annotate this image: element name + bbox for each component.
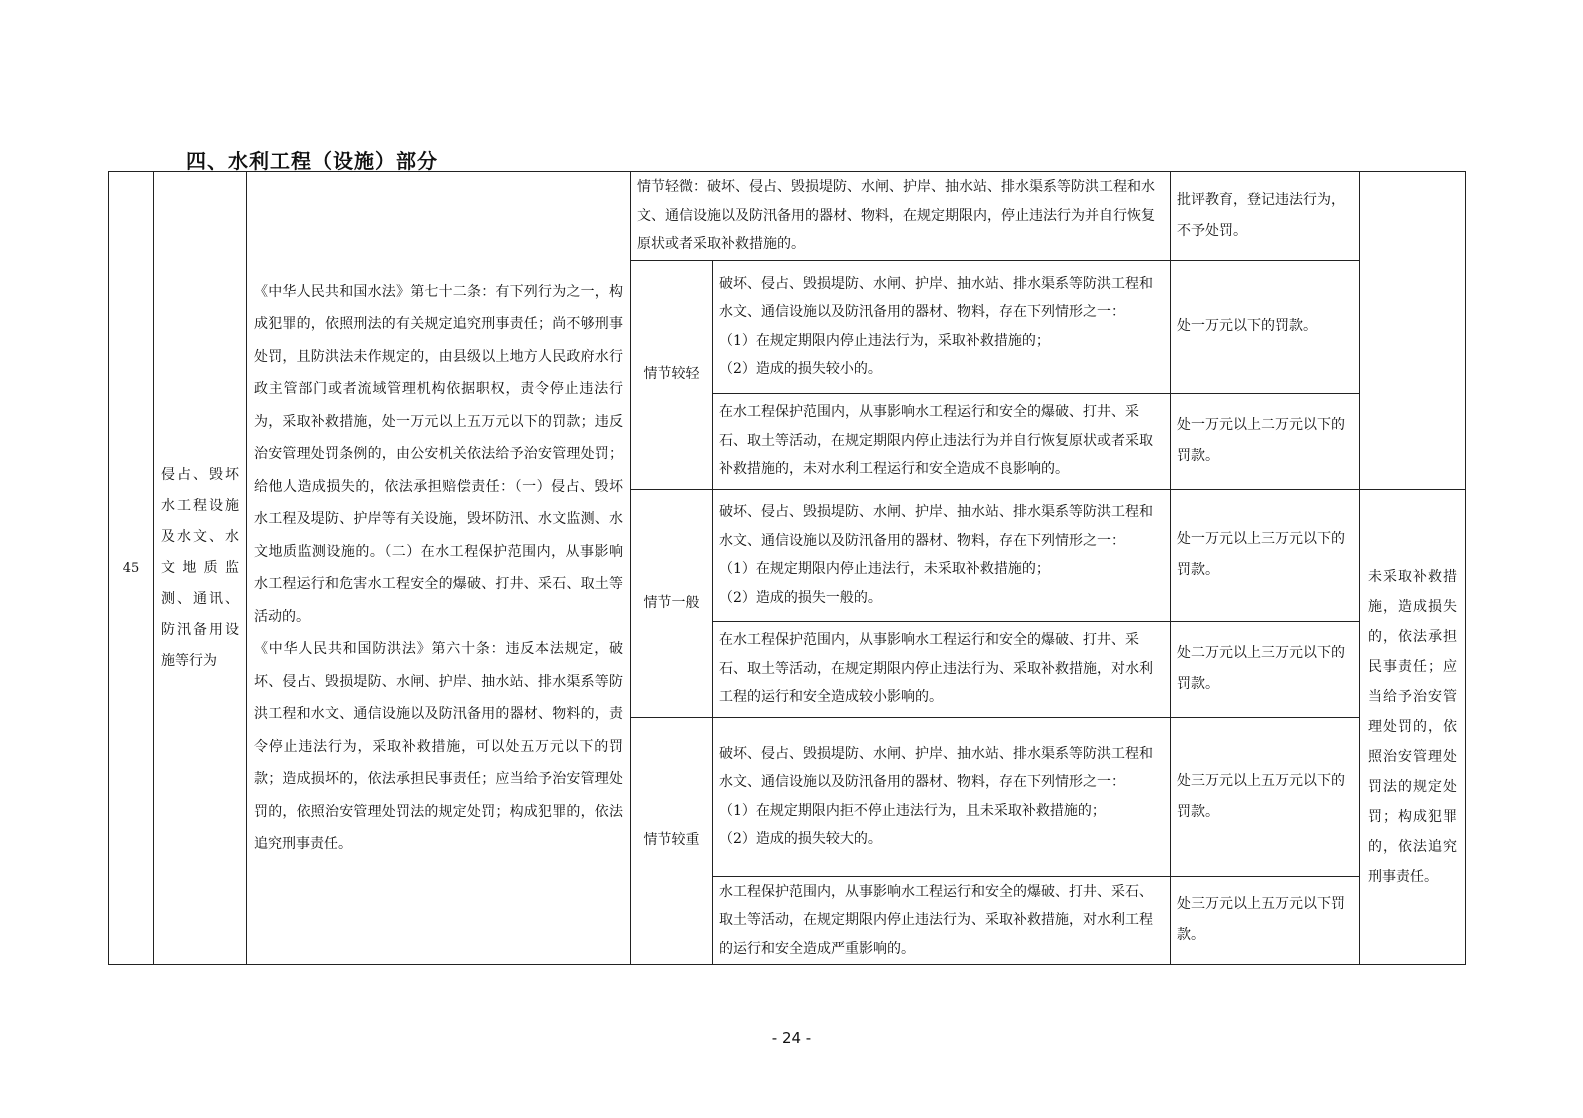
condition-text: 水工程保护范围内，从事影响水工程运行和安全的爆破、打井、采石、取土等活动，在规定期限内停止违法行为、采取补救措施，对水利工程的运行和安全造成严重影响的。 <box>713 876 1171 965</box>
row-number: 45 <box>109 172 154 965</box>
penalty-standard: 处一万元以下的罚款。 <box>1171 260 1360 393</box>
severity-label: 情节一般 <box>631 489 713 717</box>
severity-label: 情节较重 <box>631 717 713 965</box>
penalty-standard-table <box>108 171 1466 965</box>
severity-label: 情节较轻 <box>631 260 713 489</box>
legal-basis-water-law: 《中华人民共和国水法》第七十二条：有下列行为之一，构成犯罪的，依照刑法的有关规定追究刑事责任；尚不够刑事处罚，且防洪法未作规定的，由县级以上地方人民政府水行政主管部门或者流域管理机构依据职权，责令停止违法行为，采取补救措施，处一万元以上五万元以下的罚款；违反治安管理处罚条例的，由公安机关依法给予治安管理处罚；给他人造成损失的，依法承担赔偿责任：（一）侵占、毁坏水工程及堤防、护岸等有关设施，毁坏防汛、水文监测、水文地质监测设施的。（二）在水工程保护范围内，从事影响水工程运行和危害水工程安全的爆破、打井、采石、取土等活动的。 <box>254 283 623 625</box>
condition-text: 破坏、侵占、毁损堤防、水闸、护岸、抽水站、排水渠系等防洪工程和水文、通信设施以及防汛备用的器材、物料，存在下列情形之一： （1）在规定期限内停止违法行为，采取补救措施的； （2）造成的损失较小的。 <box>713 260 1171 393</box>
minor-circumstance: 情节轻微：破坏、侵占、毁损堤防、水闸、护岸、抽水站、排水渠系等防洪工程和水文、通信设施以及防汛备用的器材、物料，在规定期限内，停止违法行为并自行恢复原状或者采取补救措施的。 <box>631 172 1171 261</box>
other-handling: 未采取补救措施，造成损失的，依法承担民事责任；应当给予治安管理处罚的，依照治安管理处罚法的规定处罚；构成犯罪的，依法追究刑事责任。 <box>1360 489 1466 965</box>
penalty-standard: 处三万元以上五万元以下罚款。 <box>1171 876 1360 965</box>
violation-behavior: 侵占、毁坏水工程设施及水文、水文地质监测、通讯、防汛备用设施等行为 <box>154 172 247 965</box>
legal-basis-flood-law: 《中华人民共和国防洪法》第六十条：违反本法规定，破坏、侵占、毁损堤防、水闸、护岸、抽水站、排水渠系等防洪工程和水文、通信设施以及防汛备用的器材、物料的，责令停止违法行为，采取补救措施，可以处五万元以下的罚款；造成损坏的，依法承担民事责任；应当给予治安管理处罚的，依照治安管理处罚法的规定处罚；构成犯罪的，依法追究刑事责任。 <box>254 641 623 852</box>
condition-text: 破坏、侵占、毁损堤防、水闸、护岸、抽水站、排水渠系等防洪工程和水文、通信设施以及防汛备用的器材、物料，存在下列情形之一： （1）在规定期限内拒不停止违法行为，且未采取补救措施的； （2）造成的损失较大的。 <box>713 717 1171 876</box>
condition-text: 破坏、侵占、毁损堤防、水闸、护岸、抽水站、排水渠系等防洪工程和水文、通信设施以及防汛备用的器材、物料，存在下列情形之一： （1）在规定期限内停止违法行，未采取补救措施的； （2）造成的损失一般的。 <box>713 489 1171 621</box>
legal-basis <box>247 172 631 965</box>
penalty-standard: 处三万元以上五万元以下的罚款。 <box>1171 717 1360 876</box>
penalty-standard: 处二万元以上三万元以下的罚款。 <box>1171 621 1360 717</box>
condition-text: 在水工程保护范围内，从事影响水工程运行和安全的爆破、打井、采石、取土等活动，在规定期限内停止违法行为并自行恢复原状或者采取补救措施的，未对水利工程运行和安全造成不良影响的。 <box>713 393 1171 489</box>
other-handling-empty <box>1360 172 1466 490</box>
minor-standard: 批评教育，登记违法行为，不予处罚。 <box>1171 172 1360 261</box>
penalty-standard: 处一万元以上二万元以下的罚款。 <box>1171 393 1360 489</box>
penalty-standard: 处一万元以上三万元以下的罚款。 <box>1171 489 1360 621</box>
page-number: - 24 - <box>771 1029 812 1047</box>
section-title: 四、水利工程（设施）部分 <box>186 149 438 173</box>
condition-text: 在水工程保护范围内，从事影响水工程运行和安全的爆破、打井、采石、取土等活动，在规定期限内停止违法行为、采取补救措施，对水利工程的运行和安全造成较小影响的。 <box>713 621 1171 717</box>
